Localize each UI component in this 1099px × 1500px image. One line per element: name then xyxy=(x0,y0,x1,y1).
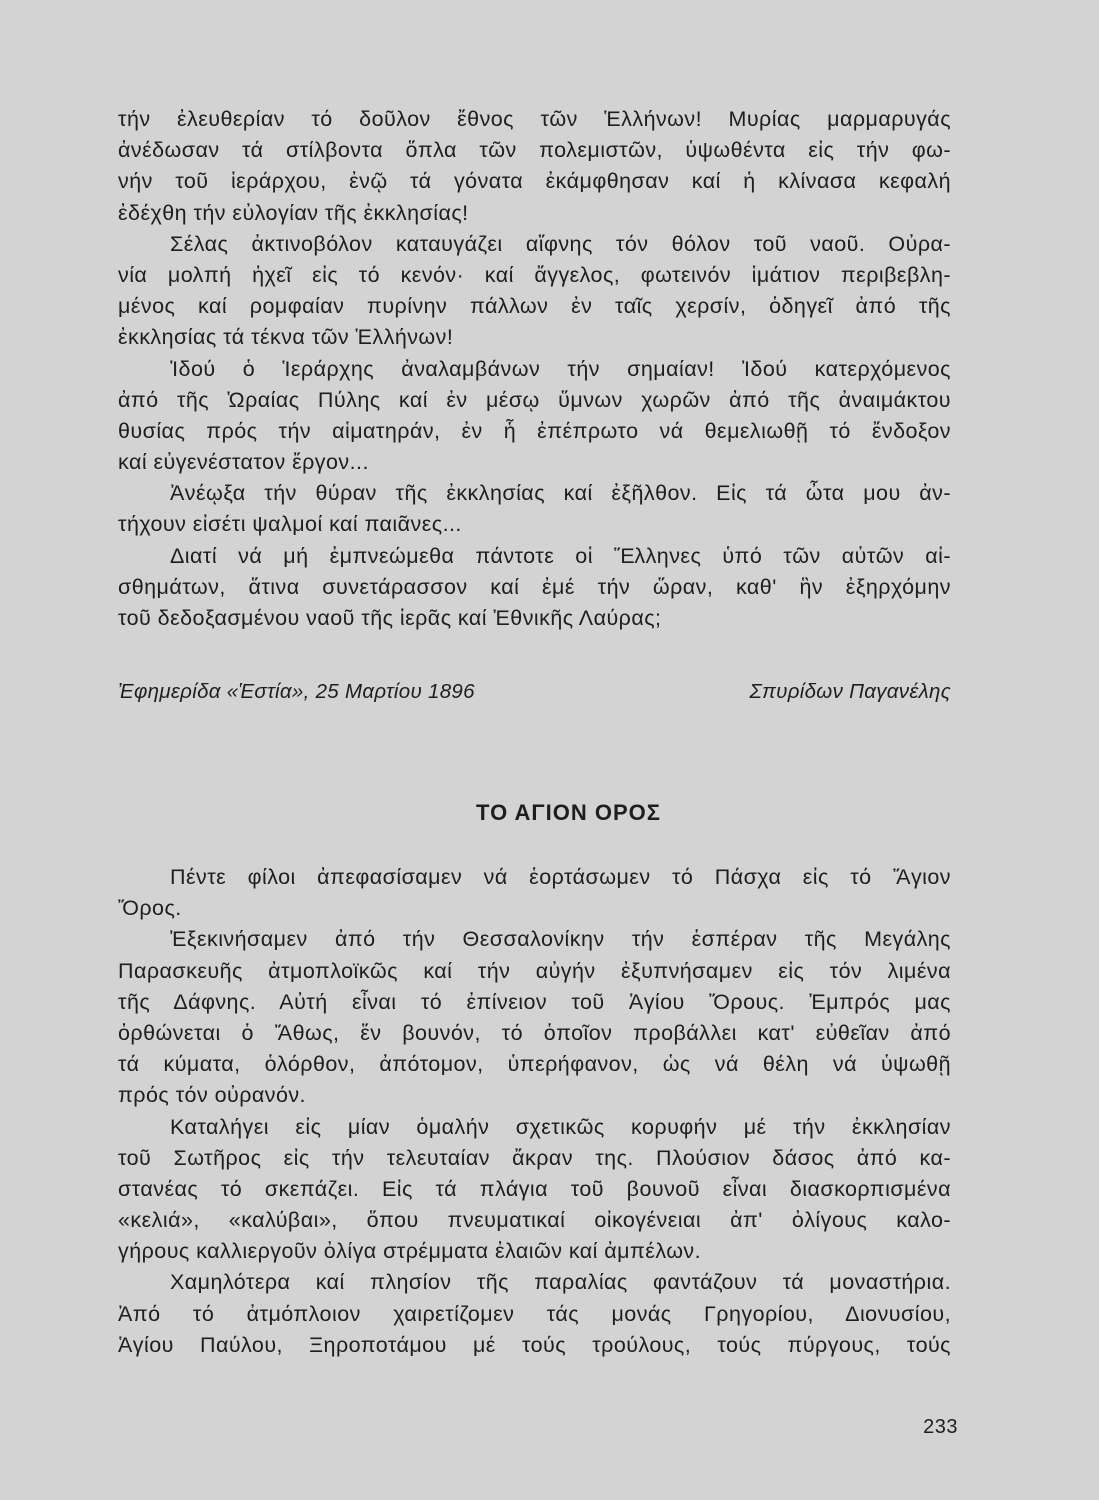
text-line: πρός τόν οὐρανόν. xyxy=(118,1083,306,1108)
text-line: Καταλήγει εἰς μίαν ὁμαλήν σχετικῶς κορυφήν μέ τήν ἐκκλησίαν xyxy=(170,1114,951,1139)
text-line: Διατί νά μή ἐμπνεώμεθα πάντοτε οἱ Ἕλληνες ὑπό τῶν αὐτῶν αἰ- xyxy=(170,543,951,568)
text-line: ἐδέχθη τήν εὐλογίαν τῆς ἐκκλησίας! xyxy=(118,200,469,225)
text-line: τήν ἐλευθερίαν τό δοῦλον ἔθνος τῶν Ἑλλήνων! Μυρίας μαρμαρυγάς xyxy=(118,107,951,131)
author-name: Σπυρίδων Παγανέλης xyxy=(749,680,951,703)
page-number: 233 xyxy=(923,1416,958,1438)
text-line: Ὄρος. xyxy=(118,896,182,921)
text-line: Ἐξεκινήσαμεν ἀπό τήν Θεσσαλονίκην τήν ἑσπέραν τῆς Μεγάλης xyxy=(170,927,951,952)
text-line: τοῦ Σωτῆρος εἰς τήν τελευταίαν ἄκραν της. Πλούσιον δάσος ἀπό κα- xyxy=(118,1145,951,1170)
source-citation: Ἐφημερίδα «Ἑστία», 25 Μαρτίου 1896 xyxy=(118,680,475,703)
text-line: τήχουν εἰσέτι ψαλμοί καί παιᾶνες... xyxy=(118,512,462,537)
article-text-part2 xyxy=(118,862,951,1361)
text-line: Χαμηλότερα καί πλησίον τῆς παραλίας φαντάζουν τά μοναστήρια. xyxy=(170,1270,951,1295)
text-line: ὀρθώνεται ὁ Ἄθως, ἕν βουνόν, τό ὁποῖον προβάλλει κατ' εὐθεῖαν ἀπό xyxy=(118,1020,951,1045)
text-line: γήρους καλλιεργοῦν ὀλίγα στρέμματα ἐλαιῶν καί ἀμπέλων. xyxy=(118,1239,702,1264)
text-line: «κελιά», «καλύβαι», ὅπου πνευματικαί οἰκογένειαι ἀπ' ὀλίγους καλο- xyxy=(118,1208,951,1233)
text-line: τοῦ δεδοξασμένου ναοῦ τῆς ἱερᾶς καί Ἐθνικῆς Λαύρας; xyxy=(118,606,662,630)
text-line: νήν τοῦ ἱεράρχου, ἐνῷ τά γόνατα ἐκάμφθησαν καί ἡ κλίνασα κεφαλή xyxy=(118,169,951,194)
text-line: Σέλας ἀκτινοβόλον καταυγάζει αἴφνης τόν θόλον τοῦ ναοῦ. Οὐρα- xyxy=(170,231,951,256)
text-line: Ἀπό τό ἀτμόπλοιον χαιρετίζομεν τάς μονάς Γρηγορίου, Διονυσίου, xyxy=(118,1301,951,1326)
text-line: Ἰδού ὁ Ἱεράρχης ἀναλαμβάνων τήν σημαίαν! Ἰδού κατερχόμενος xyxy=(170,356,951,381)
text-line: σθημάτων, ἅτινα συνετάρασσον καί ἐμέ τήν ὥραν, καθ' ἣν ἐξηρχόμην xyxy=(118,574,951,599)
text-line: ἀνέδωσαν τά στίλβοντα ὅπλα τῶν πολεμιστῶν, ὑψωθέντα εἰς τήν φω- xyxy=(118,138,951,163)
text-line: ἀπό τῆς Ὡραίας Πύλης καί ἐν μέσῳ ὕμνων χωρῶν ἀπό τῆς ἀναιμάκτου xyxy=(118,387,951,412)
text-line: στανέας τό σκεπάζει. Εἰς τά πλάγια τοῦ βουνοῦ εἶναι διασκορπισμένα xyxy=(118,1176,951,1201)
text-line: νία μολπή ἠχεῖ εἰς τό κενόν· καί ἄγγελος, φωτεινόν ἱμάτιον περιβεβλη- xyxy=(118,262,951,287)
text-line: θυσίας πρός τήν αἱματηράν, ἐν ἧ ἐπέπρωτο νά θεμελιωθῇ τό ἔνδοξον xyxy=(118,418,951,443)
text-line: Ἀνέῳξα τήν θύραν τῆς ἐκκλησίας καί ἐξῆλθον. Εἰς τά ὦτα μου ἀν- xyxy=(170,481,951,506)
text-line: μένος καί ρομφαίαν πυρίνην πάλλων ἐν ταῖς χερσίν, ὁδηγεῖ ἀπό τῆς xyxy=(118,294,951,319)
section-heading: ΤΟ ΑΓΙΟΝ ΟΡΟΣ xyxy=(476,800,661,825)
text-line: Πέντε φίλοι ἀπεφασίσαμεν νά ἑορτάσωμεν τό Πάσχα εἰς τό Ἅγιον xyxy=(170,865,951,889)
text-line: τά κύματα, ὁλόρθον, ἀπότομον, ὑπερήφανον, ὡς νά θέλη νά ὑψωθῇ xyxy=(118,1052,951,1077)
text-line: ἐκκλησίας τά τέκνα τῶν Ἑλλήνων! xyxy=(118,325,454,350)
text-line: Ἁγίου Παύλου, Ξηροποτάμου μέ τούς τρούλους, τούς πύργους, τούς xyxy=(118,1332,951,1357)
text-line: καί εὐγενέστατον ἔργον... xyxy=(118,450,369,475)
text-line: τῆς Δάφνης. Αὐτή εἶναι τό ἐπίνειον τοῦ Ἁγίου Ὄρους. Ἐμπρός μας xyxy=(118,989,951,1014)
article-text-part1 xyxy=(118,104,951,634)
text-line: Παρασκευῆς ἀτμοπλοϊκῶς καί τήν αὐγήν ἐξυπνήσαμεν εἰς τόν λιμένα xyxy=(118,958,951,983)
